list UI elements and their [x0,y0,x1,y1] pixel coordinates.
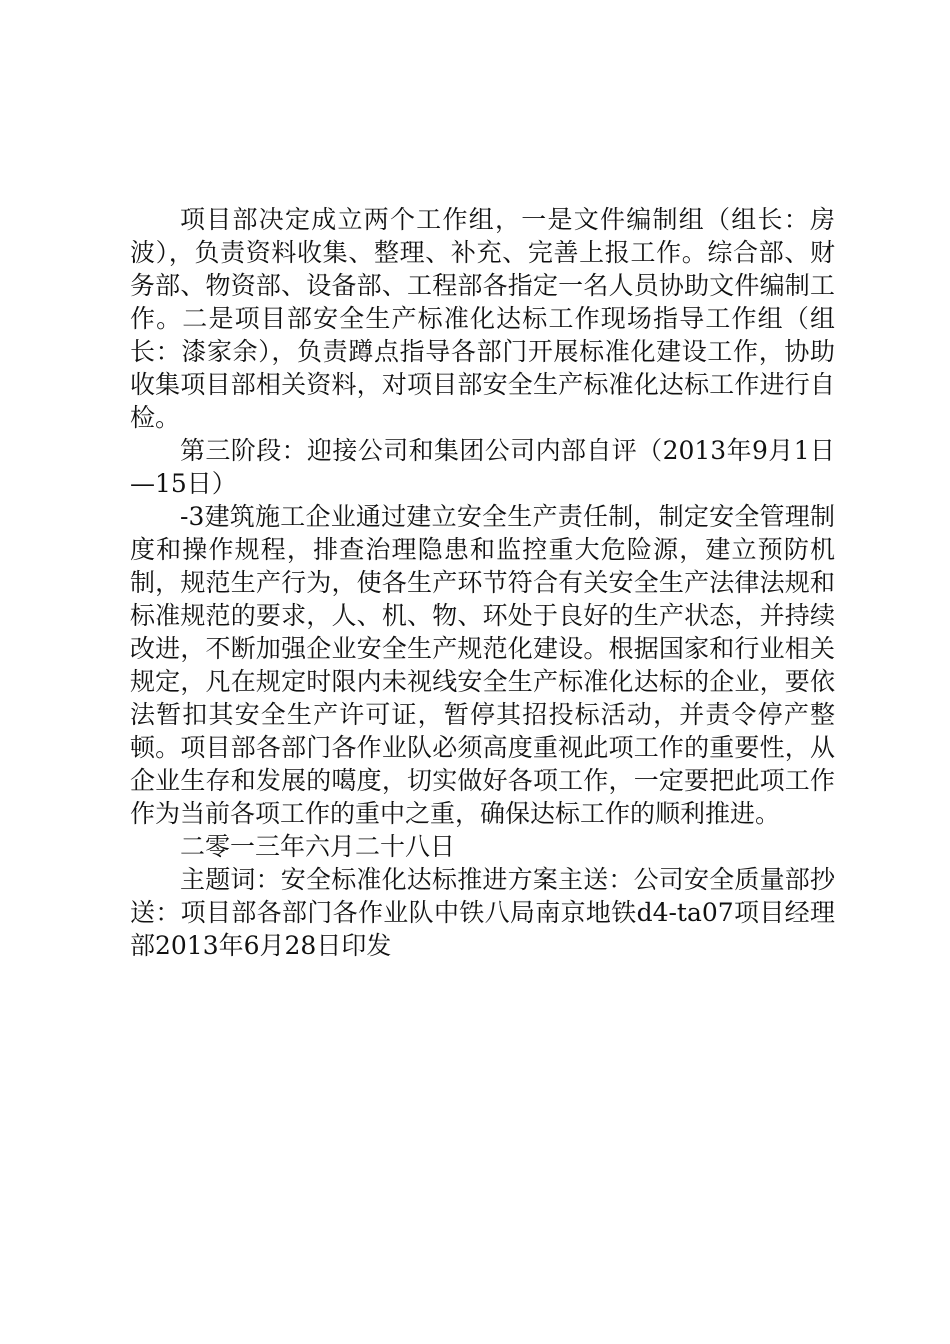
paragraph-working-groups: 项目部决定成立两个工作组，一是文件编制组（组长：房波），负责资料收集、整理、补充、完善上报工作。综合部、财务部、物资部、设备部、工程部各指定一名人员协助文件编制工作。二是项目部安全生产标准化达标工作现场指导工作组（组长：漆家余），负责蹲点指导各部门开展标准化建设工作，协助收集项目部相关资料，对项目部安全生产标准化达标工作进行自检。 [130,205,835,432]
document-body [130,203,835,962]
paragraph-phase-three: 第三阶段：迎接公司和集团公司内部自评（2013年9月1日—15日） [130,436,835,498]
paragraph-date: 二零一三年六月二十八日 [180,832,456,861]
paragraph-subject-distribution: 主题词：安全标准化达标推进方案主送：公司安全质量部抄送：项目部各部门各作业队中铁八局南京地铁d4-ta07项目经理部2013年6月28日印发 [130,865,835,960]
paragraph-safety-standardization: -3建筑施工企业通过建立安全生产责任制，制定安全管理制度和操作规程，排查治理隐患和监控重大危险源，建立预防机制，规范生产行为，使各生产环节符合有关安全生产法律法规和标准规范的要求，人、机、物、环处于良好的生产状态，并持续改进，不断加强企业安全生产规范化建设。根据国家和行业相关规定，凡在规定时限内未视线安全生产标准化达标的企业，要依法暂扣其安全生产许可证，暂停其招投标活动，并责令停产整顿。项目部各部门各作业队必须高度重视此项工作的重要性，从企业生存和发展的噶度，切实做好各项工作，一定要把此项工作作为当前各项工作的重中之重，确保达标工作的顺利推进。 [130,502,835,828]
